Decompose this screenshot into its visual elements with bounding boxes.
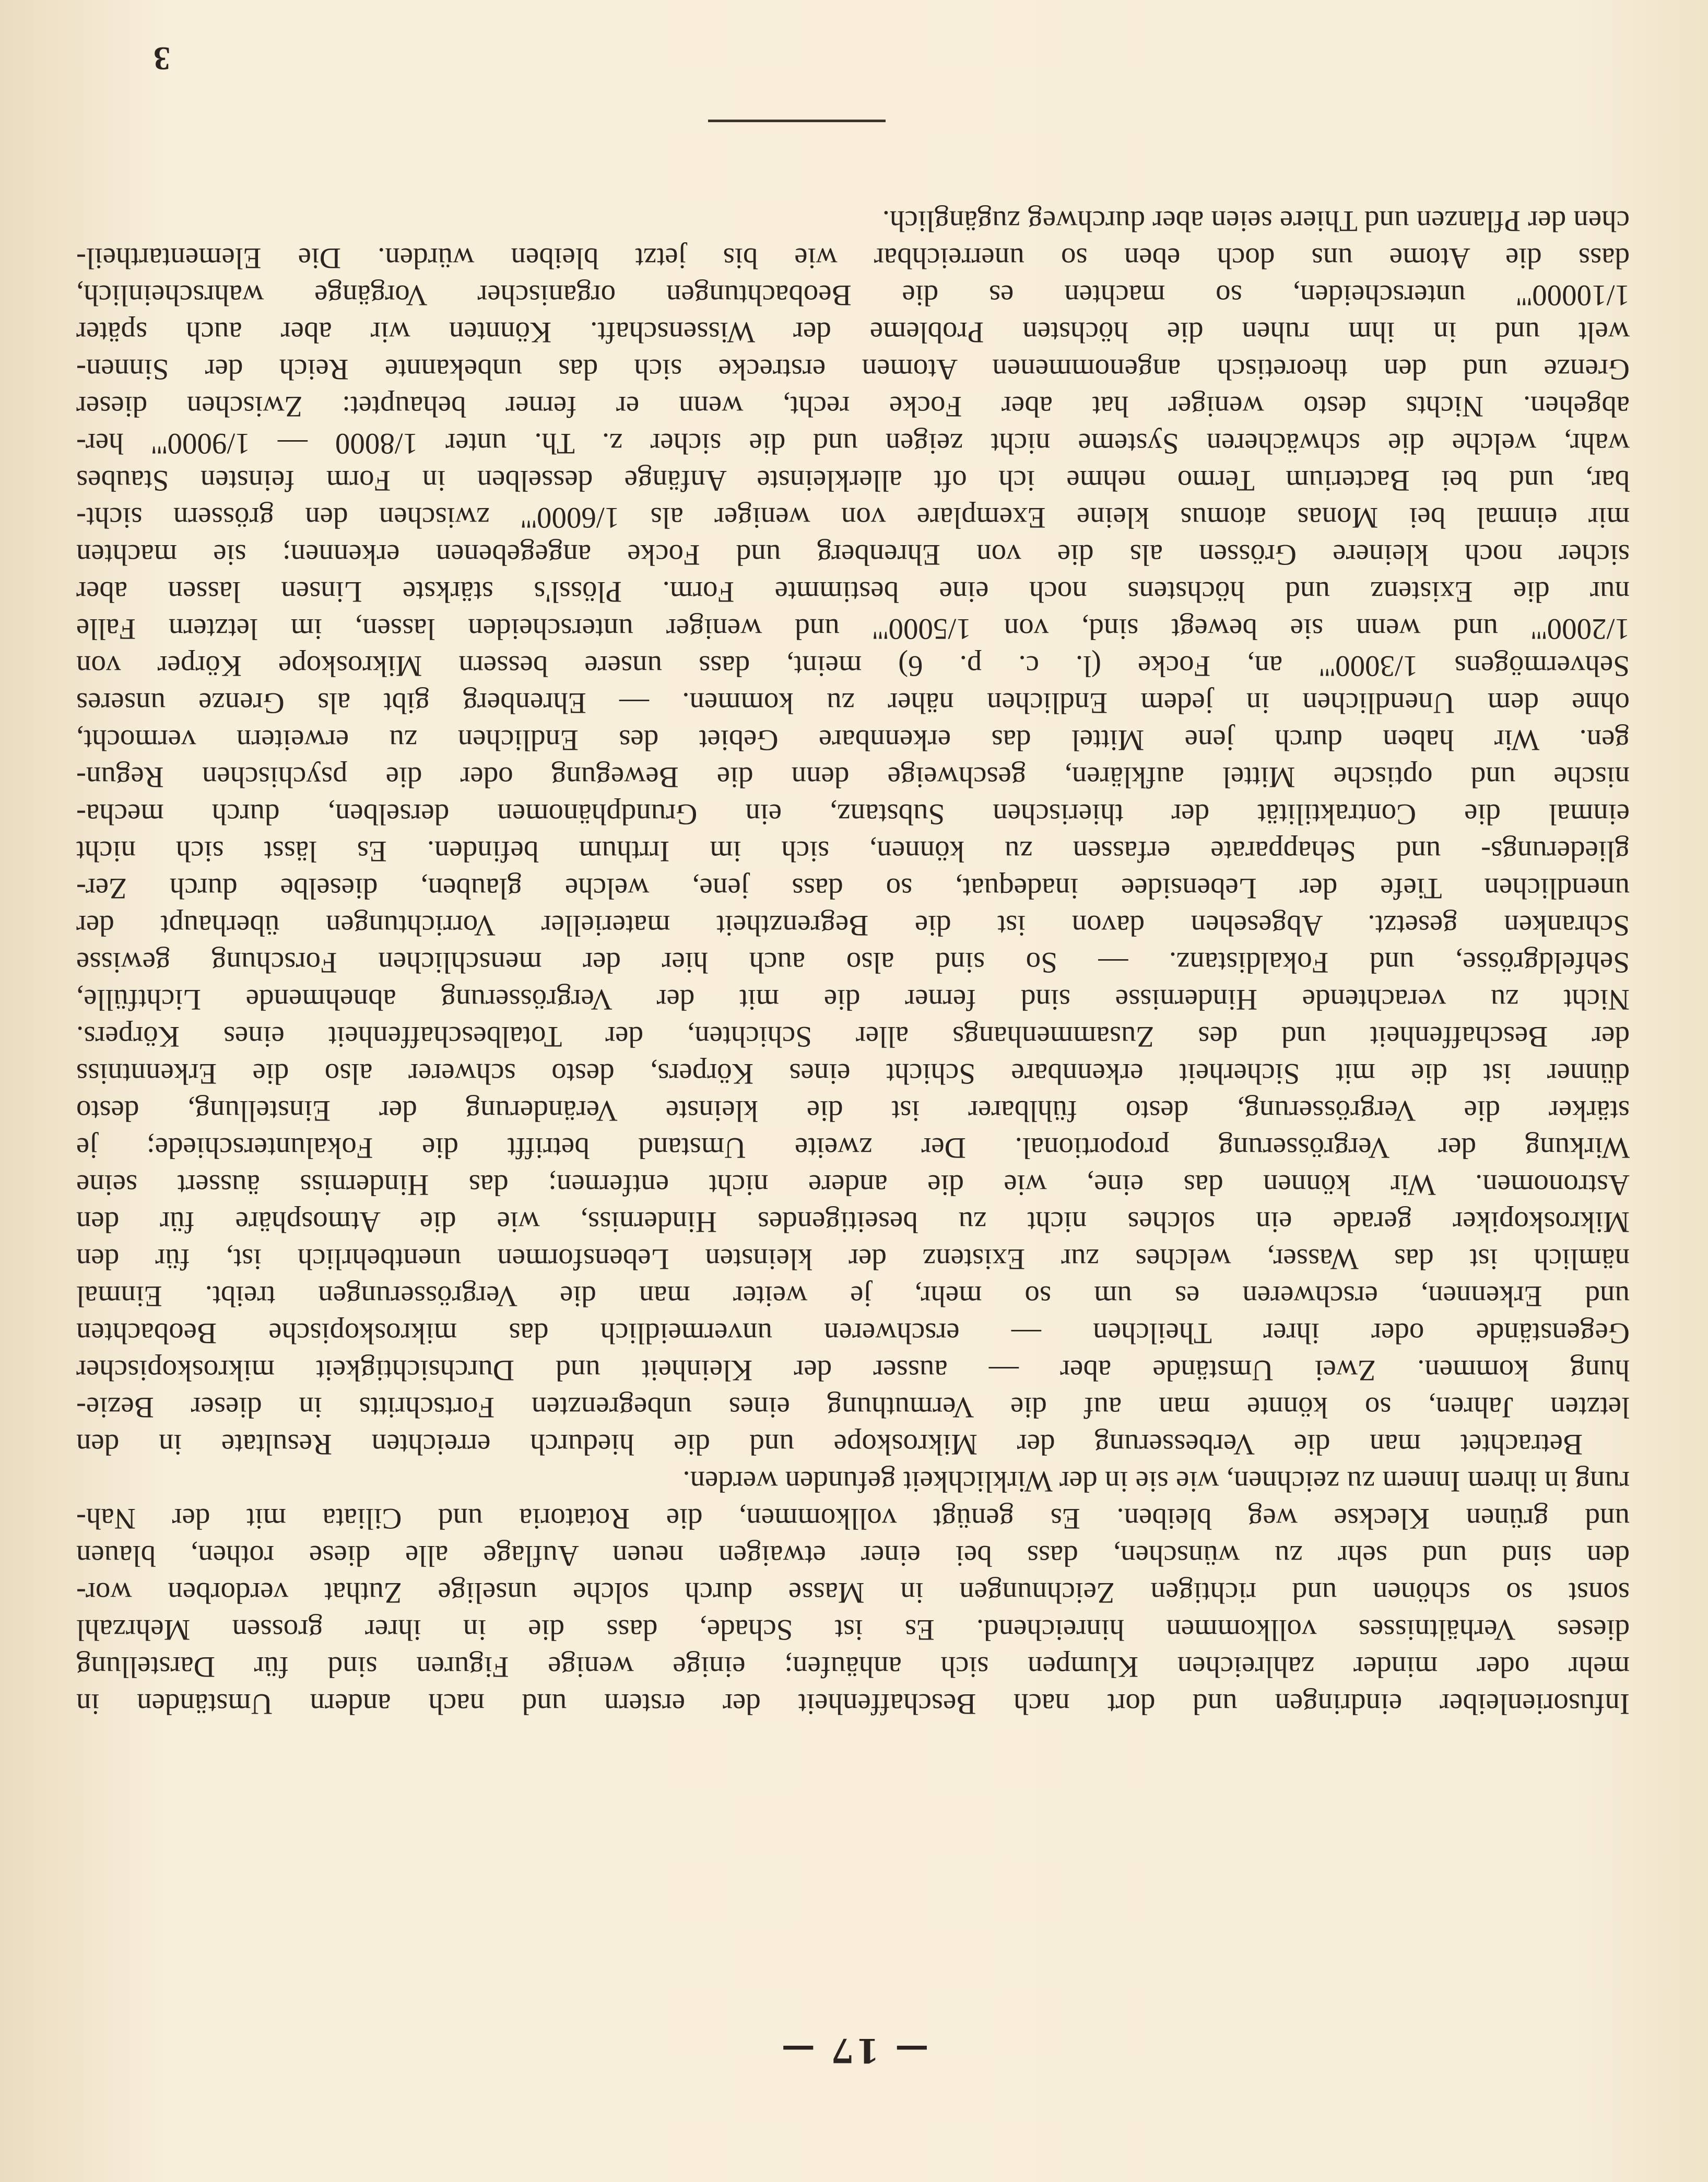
text-line: Betrachtet man die Verbesserung der Mikroskope und die hiedurch erreichten Resultate in den	[76, 1428, 1583, 1461]
text-line: und Erkennen, erschweren es um so mehr, je weiter man die Vergrösserungen treibt. Einmal	[76, 1280, 1630, 1313]
text-line: nämlich ist das Wasser, welches zur Existenz der kleinsten Lebensformen unentbehrlich ist, für den	[76, 1243, 1630, 1276]
text-line: Grenze und den theoretisch angenommenen Atomen erstrecke sich das unbekannte Reich der Sinnen-	[76, 353, 1630, 386]
text-line: einmal die Contraktilität der thierischen Substanz, ein Grundphänomen derselben, durch mecha-	[76, 798, 1630, 831]
text-line: sicher noch kleinere Grössen als die von Ehrenberg und Focke angegebenen erkennen; sie machten	[76, 538, 1630, 571]
signature-mark: 3	[154, 40, 170, 77]
text-line: und grünen Kleckse weg bleiben. Es genügt vollkommen, die Rotatoria und Ciliata mit der Nah-	[76, 1502, 1630, 1535]
text-line: abgehen. Nichts desto weniger hat aber Focke recht, wenn er ferner behauptet: Zwischen dieser	[76, 390, 1630, 423]
text-line: Mikroskopiker gerade ein solches nicht zu beseitigendes Hinderniss, wie die Atmosphäre für den	[76, 1206, 1630, 1239]
text-line: nische und optische Mittel aufklären, geschweige denn die Bewegung oder die psychischen Regun-	[76, 761, 1630, 794]
text-line: ohne dem Unendlichen in jedem Endlichen näher zu kommen. — Ehrenberg gibt als Grenze unseres	[76, 687, 1630, 720]
text-line: bar, und bei Bacterium Termo nehme ich oft allerkleinste Anfänge desselben in Form feinsten Staubes	[76, 464, 1630, 497]
text-line: stärker die Vergrösserung, desto fühlbarer ist die kleinste Veränderung der Einstellung, desto	[76, 1094, 1630, 1127]
divider-rule	[708, 120, 886, 122]
text-line: Wirkung der Vergrösserung proportional. Der zweite Umstand betrifft die Fokalunterschiede; je	[76, 1131, 1630, 1164]
text-line: den sind und sehr zu wünschen, dass bei einer etwaigen neuen Auflage alle diese rothen, blauen	[76, 1539, 1630, 1572]
text-line: dünner ist die mit Sicherheit erkennbare Schicht eines Körpers, desto schwerer also die Erkenntniss	[76, 1057, 1630, 1090]
text-line: letzten Jahren, so könnte man auf die Vermuthung eines unbegrenzten Fortschritts in dieser Bezie-	[76, 1391, 1630, 1424]
page-number: — 17 —	[779, 2031, 929, 2070]
text-line: welt und in ihm ruhen die höchsten Probleme der Wissenschaft. Könnten wir aber auch später	[76, 316, 1630, 349]
body-text	[76, 203, 1630, 1723]
text-line: Astronomen. Wir können das eine, wie die andere nicht entfernen; das Hinderniss äussert seine	[76, 1169, 1630, 1201]
text-line: nur die Existenz und höchstens noch eine bestimmte Form. Plössl's stärkste Linsen lassen aber	[76, 575, 1630, 608]
text-line: gen. Wir haben durch jene Mittel das erkennbare Gebiet des Endlichen zu erweitern vermocht,	[76, 724, 1630, 757]
text-line: dass die Atome uns doch eben so unerreichbar wie bis jetzt bleiben würden. Die Elementartheil-	[76, 242, 1630, 275]
text-line: mir einmal bei Monas atomus kleine Exemplare von weniger als 1/6000''' zwischen den grössern sicht-	[76, 501, 1630, 534]
text-line: Sehvermögens 1/3000''' an, Focke (l. c. p. 6) meint, dass unsere bessern Mikroskope Körper von	[76, 650, 1630, 682]
text-line: rung in ihrem Innern zu zeichnen, wie sie in der Wirklichkeit gefunden werden.	[682, 1465, 1630, 1498]
text-line: gliederungs- und Sehapparate erfassen zu können, sich im Irrthum befinden. Es lässt sich nicht	[76, 835, 1630, 868]
text-line: chen der Pflanzen und Thiere seien aber durchweg zugänglich.	[882, 205, 1630, 238]
text-line: Infusorienleiber eindringen und dort nach Beschaffenheit der erstern und nach andern Umständen in	[76, 1688, 1630, 1720]
text-line: dieses Verhältnisses vollkommen hinreichend. Es ist Schade, dass die in ihrer grossen Mehrzahl	[76, 1613, 1630, 1646]
text-line: Sehfeldgrösse, und Fokaldistanz. — So sind also auch hier der menschlichen Forschung gewisse	[76, 946, 1630, 979]
text-line: sonst so schönen und richtigen Zeichnungen in Masse durch solche unselige Zuthat verdorben wor-	[76, 1576, 1630, 1609]
text-line: mehr oder minder zahlreichen Klumpen sich anhäufen; einige wenige Figuren sind für Darstellung	[76, 1650, 1630, 1683]
text-line: unendlichen Tiefe der Lebensidee inadequat, so dass jene, welche glauben, dieselbe durch Zer-	[76, 872, 1630, 905]
text-line: hung kommen. Zwei Umstände aber — ausser der Kleinheit und Durchsichtigkeit mikroskopischer	[76, 1354, 1630, 1387]
text-line: Schranken gesetzt. Abgesehen davon ist die Begrenztheit materieller Vorrichtungen überhaupt der	[76, 909, 1630, 942]
text-line: der Beschaffenheit und des Zusammenhangs aller Schichten, der Totalbeschaffenheit eines Körpers.	[76, 1020, 1630, 1053]
text-line: 1/10000''' unterscheiden, so machten es die Beobachtungen organischer Vorgänge wahrscheinlich,	[76, 279, 1630, 312]
text-line: wahr, welche die schwächeren Systeme nicht zeigen und die sicher z. Th. unter 1/8000 — 1/9000''' her-	[76, 427, 1630, 460]
text-line: Gegenstände oder ihrer Theilchen — erschweren unvermeidlich das mikroskopische Beobachten	[76, 1317, 1630, 1350]
text-line: Nicht zu verachtende Hindernisse sind ferner die mit der Vergrösserung abnehmende Lichtfülle,	[76, 983, 1630, 1016]
text-line: 1/2000''' und wenn sie bewegt sind, von 1/5000''' und weniger unterscheiden lassen, im letztern Falle	[76, 612, 1630, 645]
